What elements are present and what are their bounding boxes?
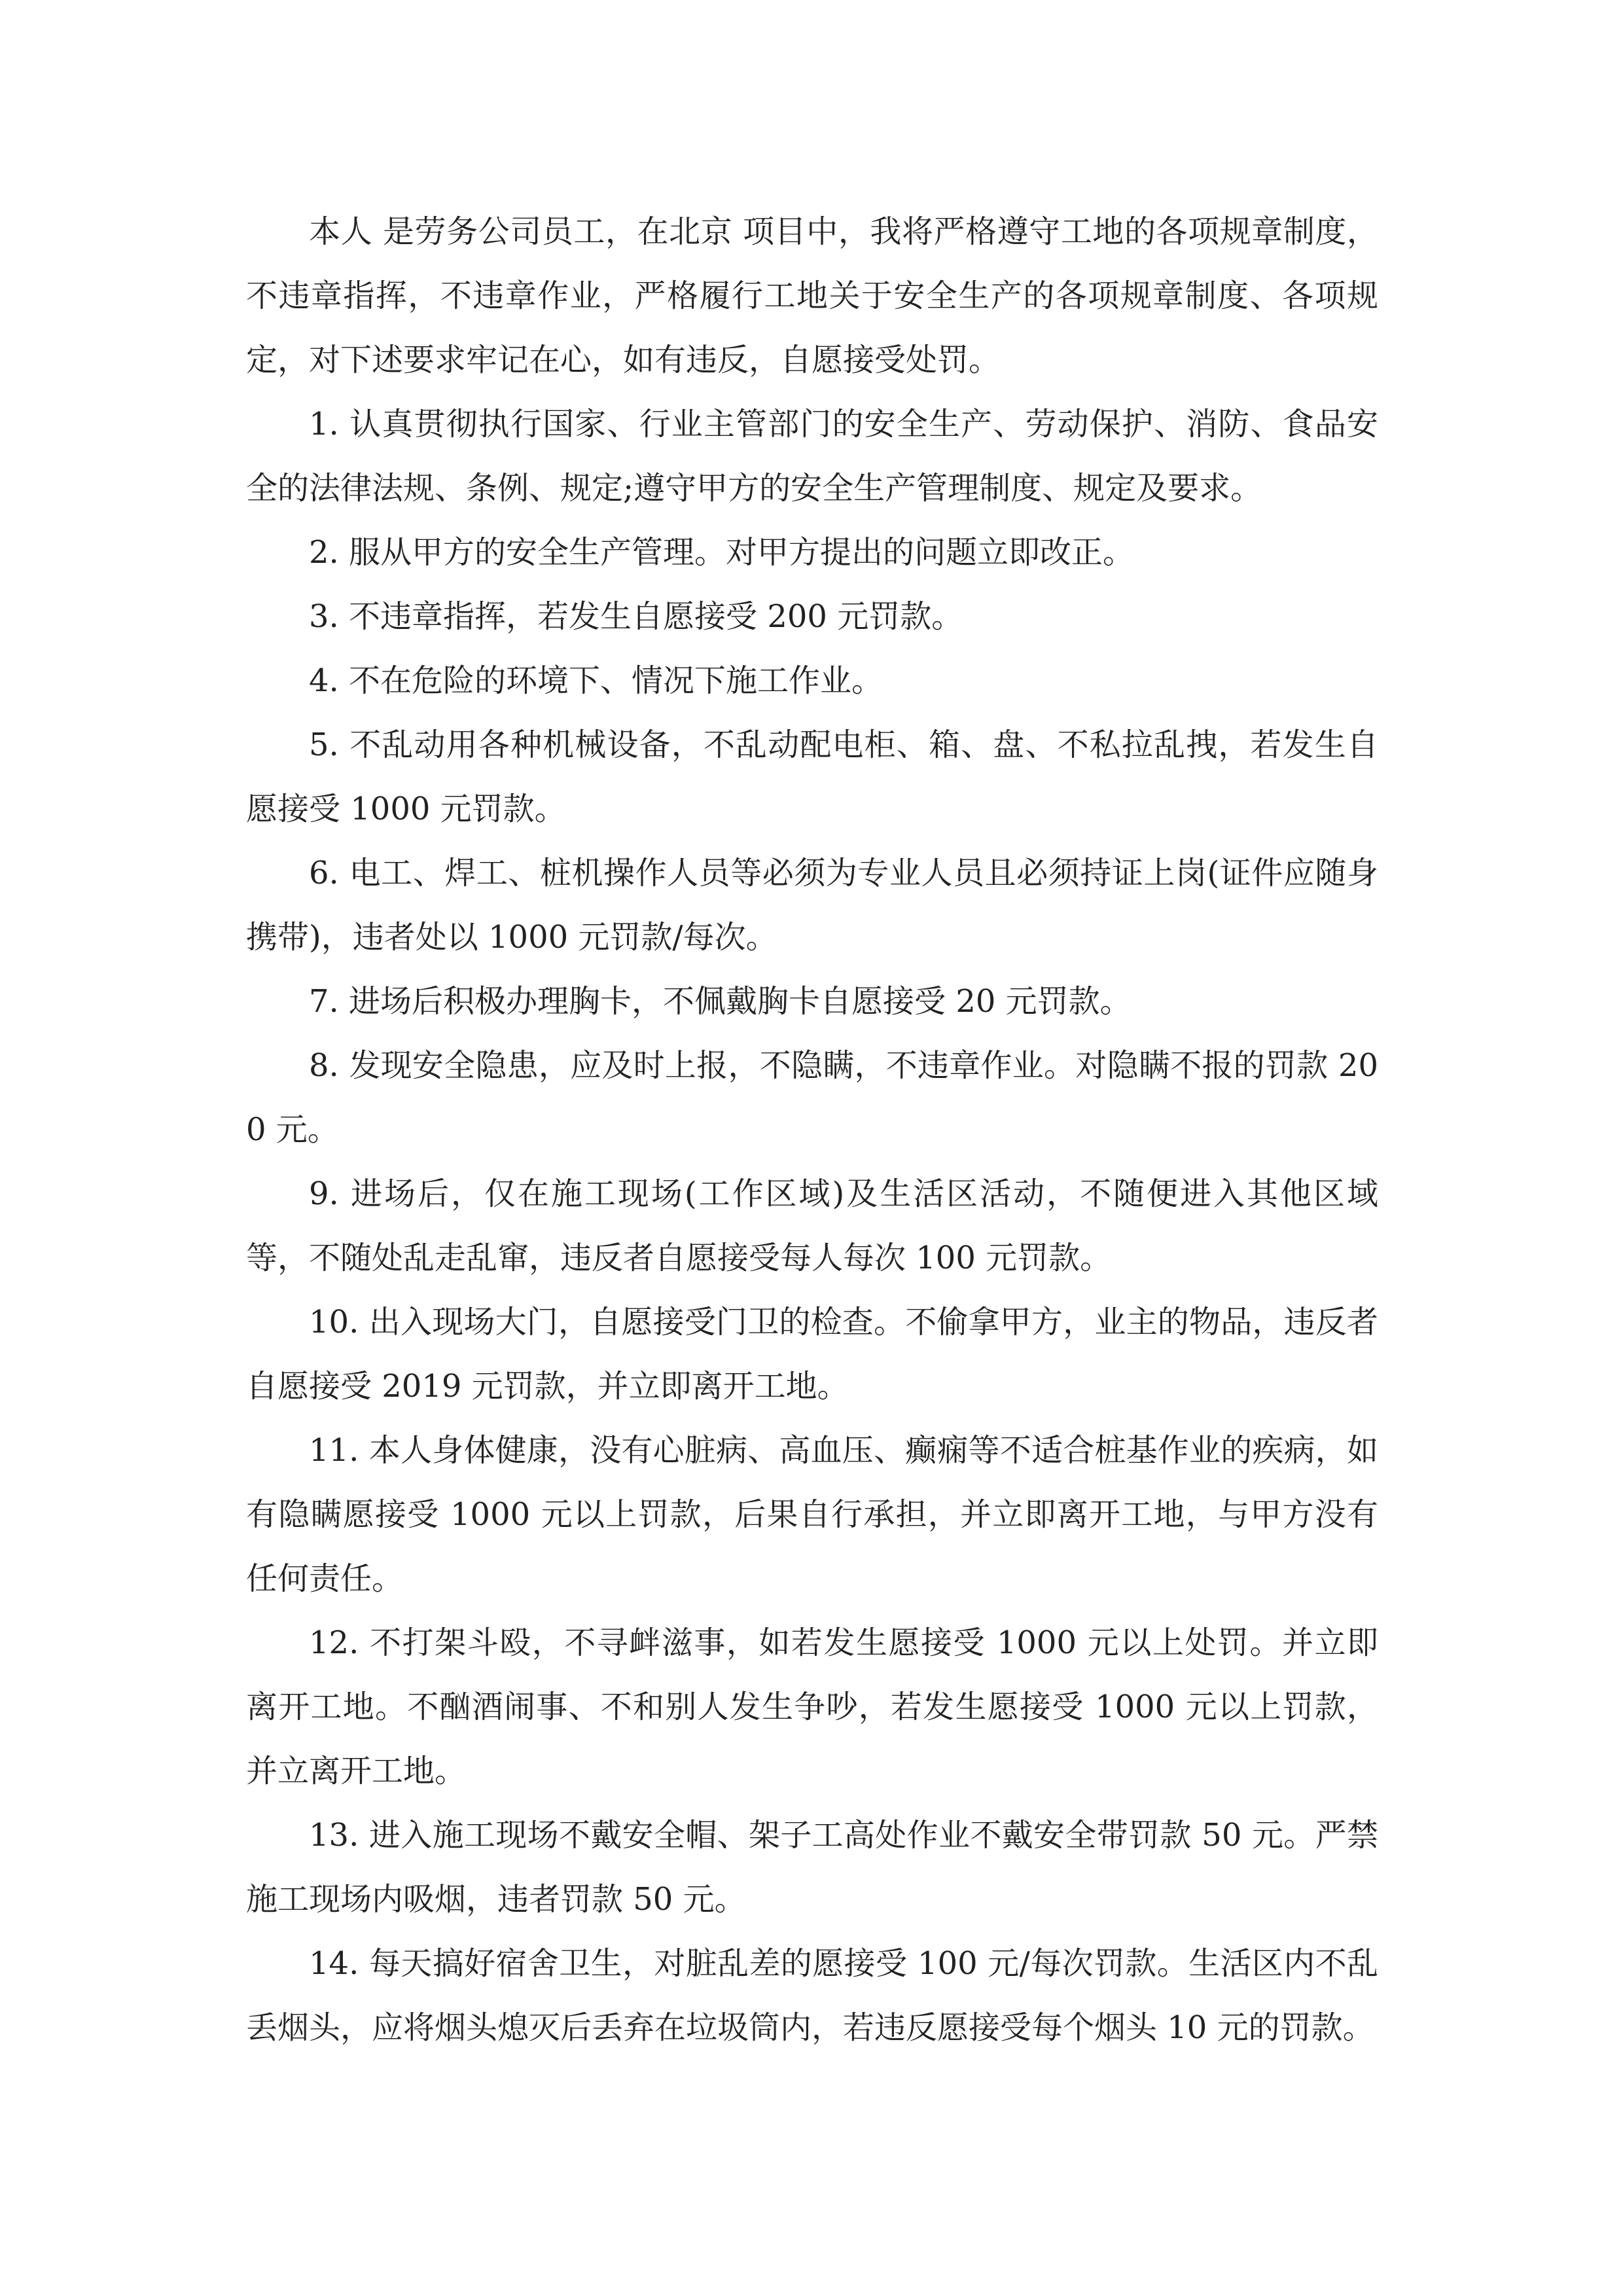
clause-8: 8. 发现安全隐患，应及时上报，不隐瞒，不违章作业。对隐瞒不报的罚款 200 元。 [246, 1047, 1378, 1148]
clause-6: 6. 电工、焊工、桩机操作人员等必须为专业人员且必须持证上岗(证件应随身携带)，违者处以 1000 元罚款/每次。 [246, 855, 1378, 956]
clause-14: 14. 每天搞好宿舍卫生，对脏乱差的愿接受 100 元/每次罚款。生活区内不乱丢烟头，应将烟头熄灭后丢弃在垃圾筒内，若违反愿接受每个烟头 10 元的罚款。 [246, 1945, 1378, 2046]
clause-7: 7. 进场后积极办理胸卡，不佩戴胸卡自愿接受 20 元罚款。 [309, 983, 1132, 1020]
clause-3: 3. 不违章指挥，若发生自愿接受 200 元罚款。 [309, 598, 963, 635]
clause-4: 4. 不在危险的环境下、情况下施工作业。 [309, 662, 883, 699]
clause-12: 12. 不打架斗殴，不寻衅滋事，如若发生愿接受 1000 元以上处罚。并立即离开工地。不酗酒闹事、不和别人发生争吵，若发生愿接受 1000 元以上罚款，并立离开工地。 [246, 1624, 1378, 1789]
intro-paragraph: 本人 是劳务公司员工，在北京 项目中，我将严格遵守工地的各项规章制度，不违章指挥，不违章作业，严格履行工地关于安全生产的各项规章制度、各项规定，对下述要求牢记在心，如有违反，自愿接受处罚。 [246, 213, 1378, 378]
clause-1: 1. 认真贯彻执行国家、行业主管部门的安全生产、劳动保护、消防、食品安全的法律法规、条例、规定;遵守甲方的安全生产管理制度、规定及要求。 [246, 406, 1378, 507]
clause-13: 13. 进入施工现场不戴安全帽、架子工高处作业不戴安全带罚款 50 元。严禁施工现场内吸烟，违者罚款 50 元。 [246, 1817, 1378, 1918]
clause-5: 5. 不乱动用各种机械设备，不乱动配电柜、箱、盘、不私拉乱拽，若发生自愿接受 1000 元罚款。 [246, 726, 1378, 827]
clause-10: 10. 出入现场大门，自愿接受门卫的检查。不偷拿甲方，业主的物品，违反者自愿接受 2019 元罚款，并立即离开工地。 [246, 1304, 1378, 1405]
clause-11: 11. 本人身体健康，没有心脏病、高血压、癫痫等不适合桩基作业的疾病，如有隐瞒愿接受 1000 元以上罚款，后果自行承担，并立即离开工地，与甲方没有任何责任。 [246, 1432, 1378, 1597]
document-body [246, 200, 1378, 2060]
clause-2: 2. 服从甲方的安全生产管理。对甲方提出的问题立即改正。 [309, 534, 1135, 571]
clause-9: 9. 进场后，仅在施工现场(工作区域)及生活区活动，不随便进入其他区域等，不随处乱走乱窜，违反者自愿接受每人每次 100 元罚款。 [246, 1175, 1378, 1276]
